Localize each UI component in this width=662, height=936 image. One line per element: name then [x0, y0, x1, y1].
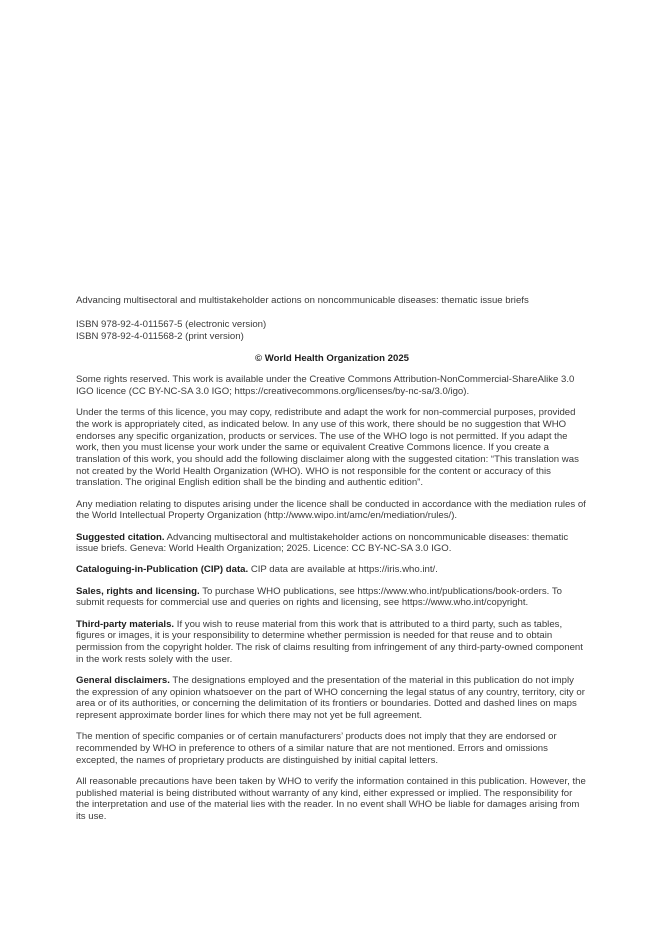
cip-paragraph: [76, 564, 588, 576]
sales-paragraph: [76, 586, 588, 609]
general-disclaimers-heading: General disclaimers.: [76, 674, 170, 686]
copyright-notice: © World Health Organization 2025: [254, 352, 410, 364]
suggested-citation-paragraph: [76, 532, 588, 555]
copyright-page: [76, 295, 588, 832]
sales-text: To purchase WHO publications, see https://www.who.int/publications/book-orders. To submit requests for commercial use and queries on rights and licensing, see https://www.who.int/copyright.: [76, 585, 562, 609]
mediation-paragraph: Any mediation relating to disputes arising under the licence shall be conducted in accordance with the mediation rules of the World Intellectual Property Organization (http://www.wipo.int/amc/en/mediation/rules/).: [76, 498, 586, 522]
isbn-print: ISBN 978-92-4-011568-2 (print version): [76, 330, 244, 342]
third-party-heading: Third-party materials.: [76, 618, 175, 630]
suggested-citation-text: Advancing multisectoral and multistakeholder actions on noncommunicable diseases: thematic issue briefs. Geneva: World Health Organization; 2025. Licence: CC BY-NC-SA 3.0 IGO.: [76, 531, 569, 555]
licence-terms-paragraph: Under the terms of this licence, you may copy, redistribute and adapt the work for non-commercial purposes, provided the work is appropriately cited, as indicated below. In any use of this work, there should be no suggestion that WHO endorses any specific organization, products or services. The use of the WHO logo is not permitted. If you adapt the work, then you must license your work under the same or equivalent Creative Commons licence. If you create a translation of this work, you should add the following disclaimer along with the suggested citation: “This translation was not created by the World Health Organization (WHO). WHO is not responsible for the content or accuracy of this translation. The original English edition shall be the binding and authentic edition”.: [76, 407, 579, 489]
isbn-electronic: ISBN 978-92-4-011567-5 (electronic version): [76, 319, 267, 331]
general-disclaimers-paragraph: [76, 675, 588, 722]
sales-heading: Sales, rights and licensing.: [76, 585, 200, 597]
third-party-paragraph: [76, 619, 588, 666]
precautions-paragraph: All reasonable precautions have been taken by WHO to verify the information contained in this publication. However, the published material is being distributed without warranty of any kind, either expressed or implied. The responsibility for the interpretation and use of the material lies with the reader. In no event shall WHO be liable for damages arising from its use.: [76, 775, 586, 822]
suggested-citation-heading: Suggested citation.: [76, 531, 165, 543]
mention-paragraph: The mention of specific companies or of certain manufacturers’ products does not imply that they are endorsed or recommended by WHO in preference to others of a similar nature that are not mentioned. Errors and omissions excepted, the names of proprietary products are distinguished by initial capital letters.: [76, 731, 557, 766]
cip-text: CIP data are available at https://iris.who.int/.: [248, 564, 438, 576]
publication-title: Advancing multisectoral and multistakeholder actions on noncommunicable diseases: thematic issue briefs: [76, 295, 529, 306]
cip-heading: Cataloguing-in-Publication (CIP) data.: [76, 564, 249, 576]
rights-reserved-paragraph: Some rights reserved. This work is available under the Creative Commons Attribution-NonCommercial-ShareAlike 3.0 IGO licence (CC BY-NC-SA 3.0 IGO; https://creativecommons.org/licenses/by-nc-sa/3.0/igo).: [76, 374, 575, 398]
third-party-text: If you wish to reuse material from this work that is attributed to a third party, such as tables, figures or images, it is your responsibility to determine whether permission is needed for that reuse and to obtain permission from the copyright holder. The risk of claims resulting from infringement of any third-party-owned component in the work rests solely with the user.: [76, 618, 583, 665]
general-disclaimers-text: The designations employed and the presentation of the material in this publication do not imply the expression of any opinion whatsoever on the part of WHO concerning the legal status of any country, territory, city or area or of its authorities, or concerning the delimitation of its frontiers or boundaries. Dotted and dashed lines on maps represent approximate border lines for which there may not yet be full agreement.: [76, 674, 585, 721]
